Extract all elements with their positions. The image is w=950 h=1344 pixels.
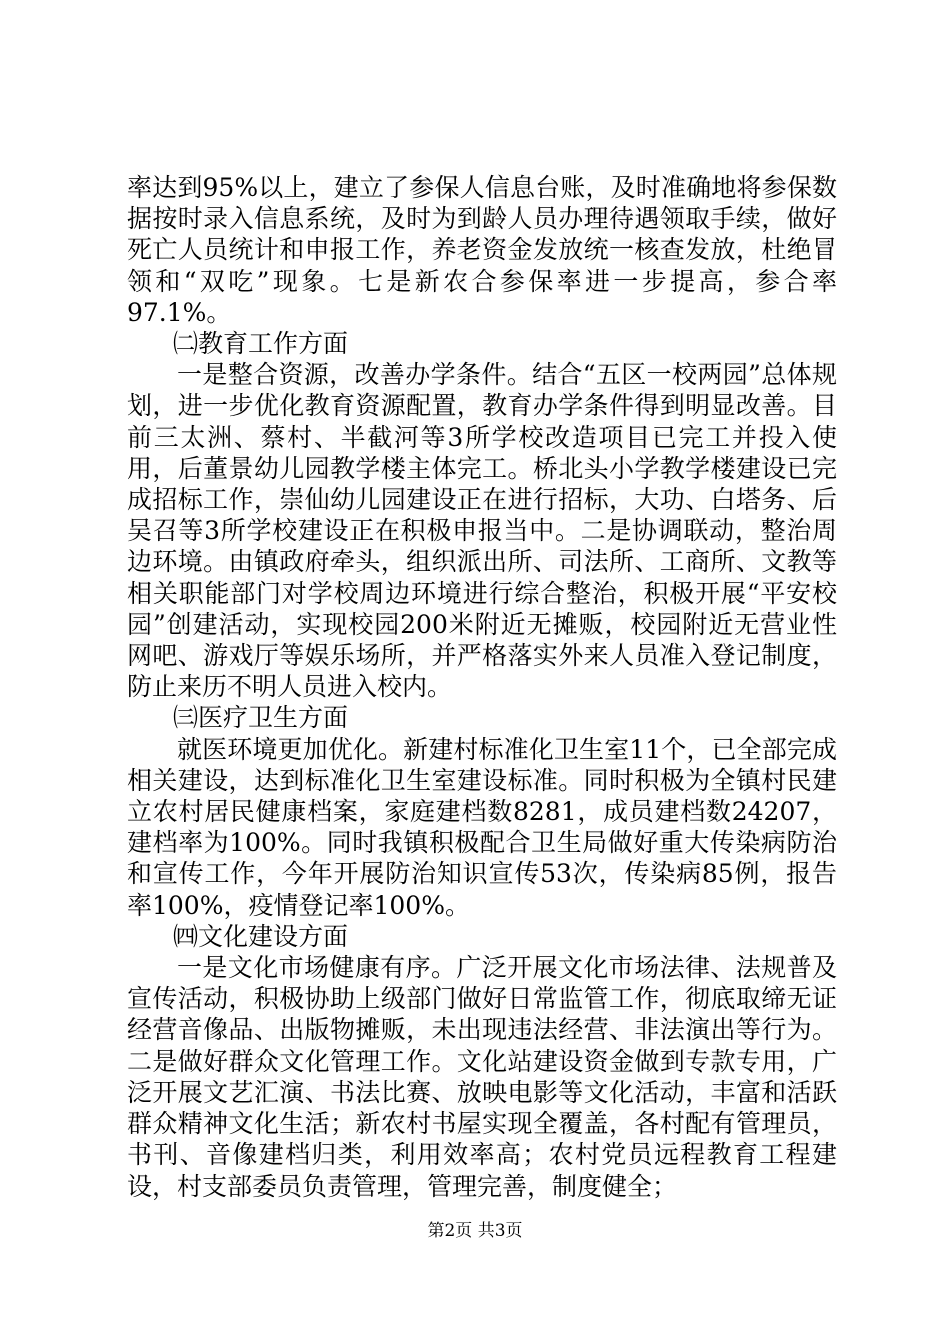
page-footer: 第2页 共3页 <box>427 1221 523 1241</box>
paragraph-continuation: 率达到95%以上，建立了参保人信息台账，及时准确地将参保数据按时录入信息系统，及时为到龄人员办理待遇领取手续，做好死亡人员统计和申报工作，养老资金发放统一核查发放，杜绝冒领和“双吃”现象。七是新农合参保率进一步提高，参合率97.1%。 <box>127 173 837 327</box>
section-heading-healthcare: ㈢医疗卫生方面 <box>173 703 349 733</box>
document-body <box>127 172 837 1202</box>
paragraph-healthcare: 就医环境更加优化。新建村标准化卫生室11个，已全部完成相关建设，达到标准化卫生室建设标准。同时积极为全镇村民建立农村居民健康档案，家庭建档数8281，成员建档数24207，建档率为100%。同时我镇积极配合卫生局做好重大传染病防治和宣传工作，今年开展防治知识宣传53次，传染病85例，报告率100%，疫情登记率100%。 <box>127 734 837 920</box>
paragraph-culture: 一是文化市场健康有序。广泛开展文化市场法律、法规普及宣传活动，积极协助上级部门做好日常监管工作，彻底取缔无证经营音像品、出版物摊贩，未出现违法经营、非法演出等行为。二是做好群众文化管理工作。文化站建设资金做到专款专用，广泛开展文艺汇演、书法比赛、放映电影等文化活动，丰富和活跃群众精神文化生活；新农村书屋实现全覆盖，各村配有管理员，书刊、音像建档归类，利用效率高；农村党员远程教育工程建设，村支部委员负责管理，管理完善，制度健全； <box>127 953 837 1201</box>
section-heading-culture: ㈣文化建设方面 <box>173 921 349 951</box>
paragraph-education: 一是整合资源，改善办学条件。结合“五区一校两园”总体规划，进一步优化教育资源配置，教育办学条件得到明显改善。目前三太洲、蔡村、半截河等3所学校改造项目已完工并投入使用，后董景幼儿园教学楼主体完工。桥北头小学教学楼建设已完成招标工作，崇仙幼儿园建设正在进行招标，大功、白塔务、后吴召等3所学校建设正在积极申报当中。二是协调联动，整治周边环境。由镇政府牵头，组织派出所、司法所、工商所、文教等相关职能部门对学校周边环境进行综合整治，积极开展“平安校园”创建活动，实现校园200米附近无摊贩，校园附近无营业性网吧、游戏厅等娱乐场所，并严格落实外来人员准入登记制度，防止来历不明人员进入校内。 <box>127 360 837 702</box>
section-heading-education: ㈡教育工作方面 <box>173 329 349 359</box>
